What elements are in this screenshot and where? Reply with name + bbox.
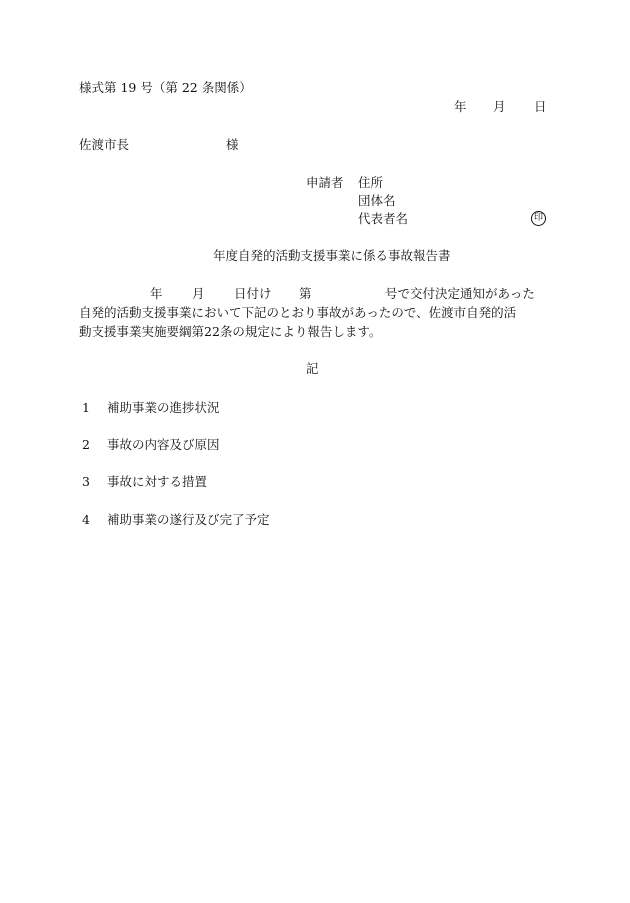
body-line-3: 動支援事業実施要綱第22条の規定により報告します。: [79, 324, 382, 339]
item-number: 4: [82, 512, 90, 527]
addressee-honorific: 様: [226, 137, 239, 152]
item-label: 事故に対する措置: [107, 474, 208, 489]
representative-label: 代表者名: [358, 211, 409, 226]
date-day-label: 日: [534, 99, 547, 114]
body-number-prefix: 第: [299, 286, 312, 301]
date-year-label: 年: [454, 99, 467, 114]
item-label: 事故の内容及び原因: [107, 437, 220, 452]
form-number: 様式第 19 号（第 22 条関係）: [79, 80, 252, 95]
document-title: 年度自発的活動支援事業に係る事故報告書: [213, 248, 451, 263]
item-label: 補助事業の遂行及び完了予定: [107, 512, 270, 527]
body-month-label: 月: [192, 286, 205, 301]
body-year-label: 年: [150, 286, 163, 301]
item-label: 補助事業の進捗状況: [107, 400, 220, 415]
item-number: 1: [82, 400, 90, 415]
body-line-2: 自発的活動支援事業において下記のとおり事故があったので、佐渡市自発的活: [79, 305, 517, 320]
item-number: 2: [82, 437, 90, 452]
applicant-label: 申請者: [306, 175, 344, 190]
ki-heading: 記: [306, 361, 319, 376]
body-notification-text: 号で交付決定通知があった: [385, 286, 535, 301]
item-number: 3: [82, 474, 90, 489]
seal-mark: 印: [531, 211, 546, 226]
date-month-label: 月: [493, 99, 506, 114]
address-label: 住所: [358, 175, 384, 190]
addressee-name: 佐渡市長: [79, 137, 130, 152]
body-date-suffix: 日付け: [234, 286, 272, 301]
group-name-label: 団体名: [358, 193, 396, 208]
